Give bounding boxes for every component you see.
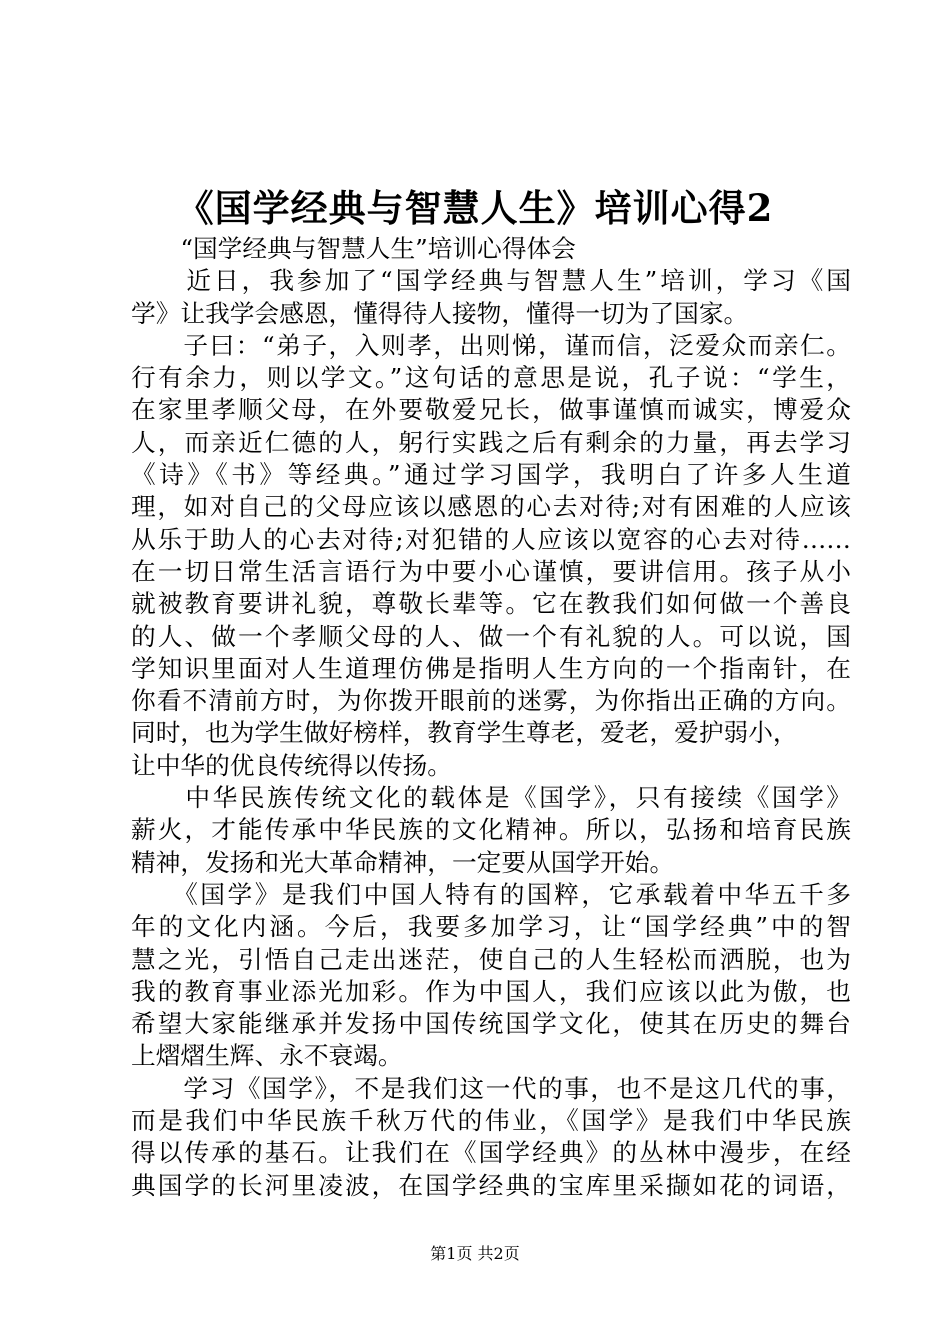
text-line: 慧之光，引悟自己走出迷茫，使自己的人生轻松而洒脱，也为	[131, 944, 851, 974]
text-line: 从乐于助人的心去对待;对犯错的人应该以宽容的心去对待……	[131, 524, 851, 554]
text-line: 子曰：“弟子，入则孝，出则悌，谨而信，泛爱众而亲仁。	[131, 330, 851, 360]
text-line: 在家里孝顺父母，在外要敬爱兄长，做事谨慎而诚实，博爱众	[131, 395, 851, 425]
text-line: 年的文化内涵。今后，我要多加学习，让“国学经典”中的智	[131, 912, 851, 942]
text-line: 的人、做一个孝顺父母的人、做一个有礼貌的人。可以说，国	[131, 621, 851, 651]
text-line: 让中华的优良传统得以传扬。	[131, 750, 452, 780]
text-line: 薪火，才能传承中华民族的文化精神。所以，弘扬和培育民族	[131, 815, 851, 845]
text-line: 学知识里面对人生道理仿佛是指明人生方向的一个指南针，在	[131, 653, 851, 683]
document-body	[131, 233, 851, 1202]
text-line: 行有余力，则以学文。”这句话的意思是说，孔子说：“学生，	[131, 363, 851, 393]
text-line: 学》让我学会感恩，懂得待人接物，懂得一切为了国家。	[131, 298, 749, 328]
text-line: 在一切日常生活言语行为中要小心谨慎，要讲信用。孩子从小	[131, 556, 851, 586]
text-line: 近日，我参加了“国学经典与智慧人生”培训，学习《国	[131, 266, 851, 296]
text-line: 就被教育要讲礼貌，尊敬长辈等。它在教我们如何做一个善良	[131, 589, 851, 619]
text-line: 精神，发扬和光大革命精神，一定要从国学开始。	[131, 847, 675, 877]
text-line: 典国学的长河里凌波，在国学经典的宝库里采撷如花的词语，	[131, 1170, 851, 1200]
text-line: 《国学》是我们中国人特有的国粹，它承载着中华五千多	[131, 879, 851, 909]
text-line: 人，而亲近仁德的人，躬行实践之后有剩余的力量，再去学习	[131, 427, 851, 457]
text-line: 希望大家能继承并发扬中国传统国学文化，使其在历史的舞台	[131, 1009, 851, 1039]
text-line: 而是我们中华民族千秋万代的伟业，《国学》是我们中华民族	[131, 1106, 851, 1136]
text-line: 学习《国学》，不是我们这一代的事，也不是这几代的事，	[131, 1073, 851, 1103]
text-line: 我的教育事业添光加彩。作为中国人，我们应该以此为傲，也	[131, 976, 851, 1006]
text-line: “国学经典与智慧人生”培训心得体会	[131, 234, 576, 263]
page-footer: 第1页 共2页	[430, 1244, 520, 1263]
document-title: 《国学经典与智慧人生》培训心得2	[176, 186, 774, 230]
text-line: 理，如对自己的父母应该以感恩的心去对待;对有困难的人应该	[131, 492, 851, 522]
text-line: 《诗》《书》等经典。”通过学习国学，我明白了许多人生道	[131, 460, 851, 490]
text-line: 中华民族传统文化的载体是《国学》，只有接续《国学》	[131, 783, 851, 813]
text-line: 你看不清前方时，为你拨开眼前的迷雾，为你指出正确的方向。	[131, 686, 851, 716]
text-line: 上熠熠生辉、永不衰竭。	[131, 1041, 403, 1071]
text-line: 同时，也为学生做好榜样，教育学生尊老，爱老，爱护弱小，	[131, 718, 798, 748]
text-line: 得以传承的基石。让我们在《国学经典》的丛林中漫步，在经	[131, 1138, 851, 1168]
